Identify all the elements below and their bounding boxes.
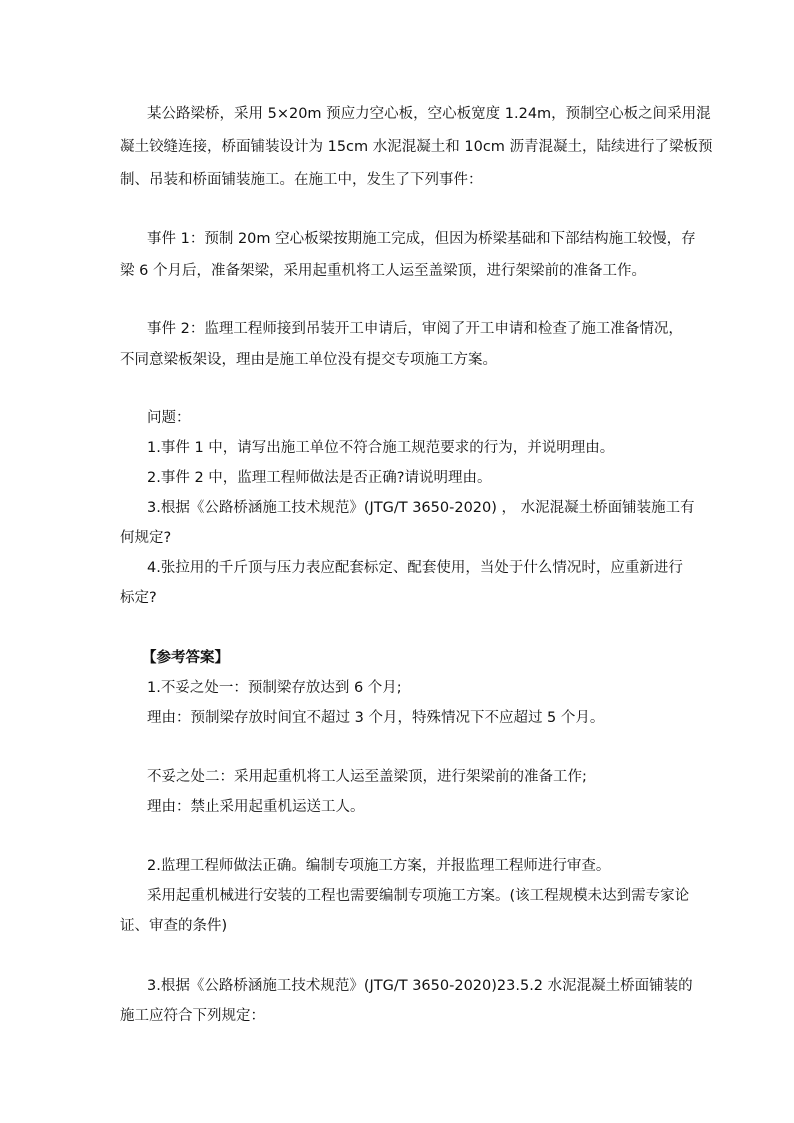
questions-heading: 问题： [147, 410, 191, 426]
answer-2-line3: 证、审查的条件) [120, 918, 228, 934]
event2-line2: 不同意梁板架设，理由是施工单位没有提交专项施工方案。 [120, 352, 497, 368]
event1-line1: 事件 1：预制 20m 空心板梁按期施工完成，但因为桥梁基础和下部结构施工较慢，存 [147, 231, 696, 247]
question-3-line1: 3.根据《公路桥涵施工技术规范》(JTG/T 3650-2020) ， 水泥混凝土桥面铺装施工有 [147, 500, 695, 516]
answer-1-point-1: 1.不妥之处一：预制梁存放达到 6 个月; [147, 680, 402, 696]
question-1: 1.事件 1 中，请写出施工单位不符合施工规范要求的行为，并说明理由。 [147, 440, 615, 456]
answer-3-line2: 施工应符合下列规定： [120, 1008, 265, 1024]
answer-1-reason-1: 理由：预制梁存放时间宜不超过 3 个月，特殊情况下不应超过 5 个月。 [147, 710, 605, 726]
question-3-line2: 何规定? [120, 530, 172, 546]
event1-line2: 梁 6 个月后，准备架梁，采用起重机将工人运至盖梁顶，进行架梁前的准备工作。 [120, 263, 646, 279]
paragraph1-line3: 制、吊装和桥面铺装施工。在施工中，发生了下列事件： [120, 172, 483, 188]
event2-line1: 事件 2：监理工程师接到吊装开工申请后，审阅了开工申请和检查了施工准备情况， [147, 321, 683, 337]
question-2: 2.事件 2 中，监理工程师做法是否正确?请说明理由。 [147, 470, 492, 486]
answer-heading: 【参考答案】 [142, 650, 229, 666]
paragraph1-line2: 凝土铰缝连接，桥面铺装设计为 15cm 水泥混凝土和 10cm 沥青混凝土，陆续进行了梁板预 [120, 139, 713, 155]
answer-1-point-2: 不妥之处二：采用起重机将工人运至盖梁顶，进行架梁前的准备工作; [147, 769, 587, 785]
paragraph1-line1: 某公路梁桥，采用 5×20m 预应力空心板，空心板宽度 1.24m，预制空心板之间采用混 [147, 106, 711, 122]
answer-2-line1: 2.监理工程师做法正确。编制专项施工方案，并报监理工程师进行审查。 [147, 858, 611, 874]
answer-2-line2: 采用起重机械进行安装的工程也需要编制专项施工方案。(该工程规模未达到需专家论 [147, 888, 690, 904]
question-4-line1: 4.张拉用的千斤顶与压力表应配套标定、配套使用，当处于什么情况时，应重新进行 [147, 560, 683, 576]
answer-3-line1: 3.根据《公路桥涵施工技术规范》(JTG/T 3650-2020)23.5.2 水泥混凝土桥面铺装的 [147, 978, 693, 994]
answer-1-reason-2: 理由：禁止采用起重机运送工人。 [147, 799, 365, 815]
question-4-line2: 标定? [120, 590, 157, 606]
